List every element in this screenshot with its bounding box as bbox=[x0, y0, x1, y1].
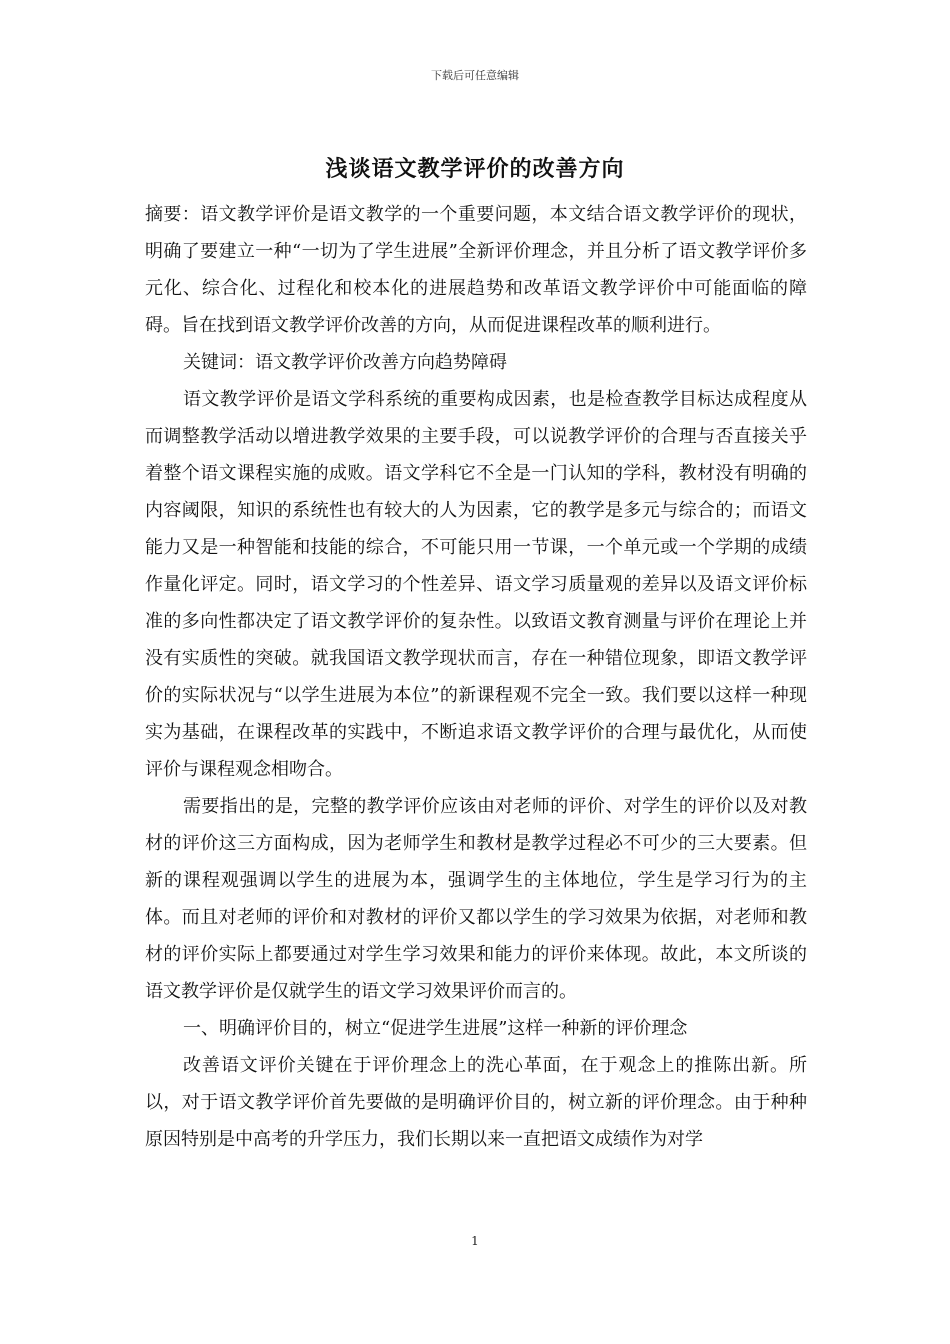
body-paragraph-1: 语文教学评价是语文学科系统的重要构成因素，也是检查教学目标达成程度从而调整教学活动以增进教学效果的主要手段，可以说教学评价的合理与否直接关乎着整个语文课程实施的成败。语文学科它不全是一门认知的学科，教材没有明确的内容阈限，知识的系统性也有较大的人为因素，它的教学是多元与综合的；而语文能力又是一种智能和技能的综合，不可能只用一节课，一个单元或一个学期的成绩作量化评定。同时，语文学习的个性差异、语文学习质量观的差异以及语文评价标准的多向性都决定了语文教学评价的复杂性。以致语文教育测量与评价在理论上并没有实质性的突破。就我国语文教学现状而言，存在一种错位现象，即语文教学评价的实际状况与“以学生进展为本位”的新课程观不完全一致。我们要以这样一种现实为基础，在课程改革的实践中，不断追求语文教学评价的合理与最优化，从而使评价与课程观念相吻合。 bbox=[145, 389, 807, 780]
page-number: 1 bbox=[471, 1234, 479, 1248]
body-paragraph-3: 改善语文评价关键在于评价理念上的洗心革面，在于观念上的推陈出新。所以，对于语文教学评价首先要做的是明确评价目的，树立新的评价理念。由于种种原因特别是中高考的升学压力，我们长期以来一直把语文成绩作为对学 bbox=[145, 1055, 807, 1150]
keywords-line: 关键词：语文教学评价改善方向趋势障碍 bbox=[183, 352, 507, 373]
document-title: 浅谈语文教学评价的改善方向 bbox=[325, 156, 625, 182]
document-body bbox=[145, 196, 807, 1158]
abstract-paragraph: 摘要：语文教学评价是语文教学的一个重要问题，本文结合语文教学评价的现状，明确了要建立一种“一切为了学生进展”全新评价理念，并且分析了语文教学评价多元化、综合化、过程化和校本化的进展趋势和改革语文教学评价中可能面临的障碍。旨在找到语文教学评价改善的方向，从而促进课程改革的顺利进行。 bbox=[145, 204, 807, 336]
section-heading-1: 一、明确评价目的，树立“促进学生进展”这样一种新的评价理念 bbox=[183, 1018, 688, 1039]
body-paragraph-2: 需要指出的是，完整的教学评价应该由对老师的评价、对学生的评价以及对教材的评价这三方面构成，因为老师学生和教材是教学过程必不可少的三大要素。但新的课程观强调以学生的进展为本，强调学生的主体地位，学生是学习行为的主体。而且对老师的评价和对教材的评价又都以学生的学习效果为依据，对老师和教材的评价实际上都要通过对学生学习效果和能力的评价来体现。故此，本文所谈的语文教学评价是仅就学生的语文学习效果评价而言的。 bbox=[145, 796, 807, 1002]
header-note: 下载后可任意编辑 bbox=[431, 69, 519, 82]
